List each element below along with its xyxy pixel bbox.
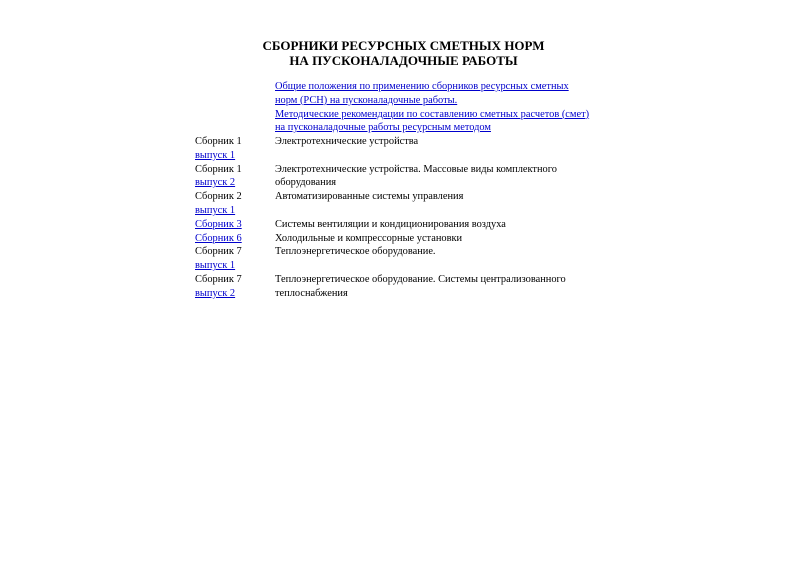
collection-description	[275, 190, 635, 218]
collection-label	[195, 163, 275, 191]
description-line-1: Теплоэнергетическое оборудование.	[275, 246, 436, 258]
list-item	[195, 190, 635, 218]
description-line-1: Электротехнические устройства. Массовые виды комплектного	[275, 163, 557, 175]
collection-number: Сборник 1	[195, 136, 242, 147]
description-line-2: теплоснабжения	[275, 287, 348, 299]
general-provisions-link[interactable]	[275, 80, 635, 108]
collection-number: Сборник 2	[195, 191, 242, 203]
general-provisions-link-line-2: норм (РСН) на пусконаладочные работы.	[275, 94, 458, 106]
issue-link[interactable]: выпуск 1	[195, 204, 236, 216]
collection-label	[195, 190, 275, 218]
collection-number: Сборник 7	[195, 246, 242, 258]
collection-label	[195, 232, 275, 246]
issue-link[interactable]: выпуск 1	[195, 149, 236, 161]
methodical-recommendations-link-line-2: на пусконаладочные работы ресурсным методом	[275, 122, 491, 134]
general-provisions-link-line-1: Общие положения по применению сборников ресурсных сметных	[275, 81, 569, 92]
page-title-line-2: НА ПУСКОНАЛАДОЧНЫЕ РАБОТЫ	[289, 53, 518, 68]
collection-description	[275, 163, 635, 191]
collection-link[interactable]: Сборник 3	[195, 218, 242, 230]
description-line-1: Электротехнические устройства	[275, 136, 419, 147]
collection-label	[195, 245, 275, 273]
description-line-1: Теплоэнергетическое оборудование. Системы централизованного	[275, 273, 566, 285]
collections-list	[195, 135, 635, 301]
description-line-2: оборудования	[275, 177, 337, 189]
collection-number: Сборник 1	[195, 163, 242, 175]
description-line-1: Системы вентиляции и кондиционирования воздуха	[275, 218, 506, 230]
collection-description	[275, 218, 635, 232]
collection-label	[195, 135, 275, 163]
collection-label	[195, 273, 275, 301]
collection-label	[195, 218, 275, 232]
methodical-recommendations-link[interactable]	[275, 108, 635, 136]
list-item	[195, 163, 635, 191]
list-item	[195, 273, 635, 301]
page-title-line-1: СБОРНИКИ РЕСУРСНЫХ СМЕТНЫХ НОРМ	[262, 38, 545, 53]
collection-description	[275, 232, 635, 246]
list-item	[195, 245, 635, 273]
collection-link[interactable]: Сборник 6	[195, 232, 242, 244]
description-line-1: Холодильные и компрессорные установки	[275, 232, 463, 244]
list-item	[195, 135, 635, 163]
list-item	[195, 232, 635, 246]
issue-link[interactable]: выпуск 1	[195, 260, 236, 272]
issue-link[interactable]: выпуск 2	[195, 177, 236, 189]
collection-description	[275, 135, 635, 163]
collection-description	[275, 273, 635, 301]
collection-number: Сборник 7	[195, 273, 242, 285]
description-line-1: Автоматизированные системы управления	[275, 191, 464, 203]
methodical-recommendations-link-line-1: Методические рекомендации по составлению сметных расчетов (смет)	[275, 108, 590, 120]
list-item	[195, 218, 635, 232]
issue-link[interactable]: выпуск 2	[195, 287, 236, 299]
intro-links	[275, 80, 635, 135]
collection-description	[275, 245, 635, 273]
